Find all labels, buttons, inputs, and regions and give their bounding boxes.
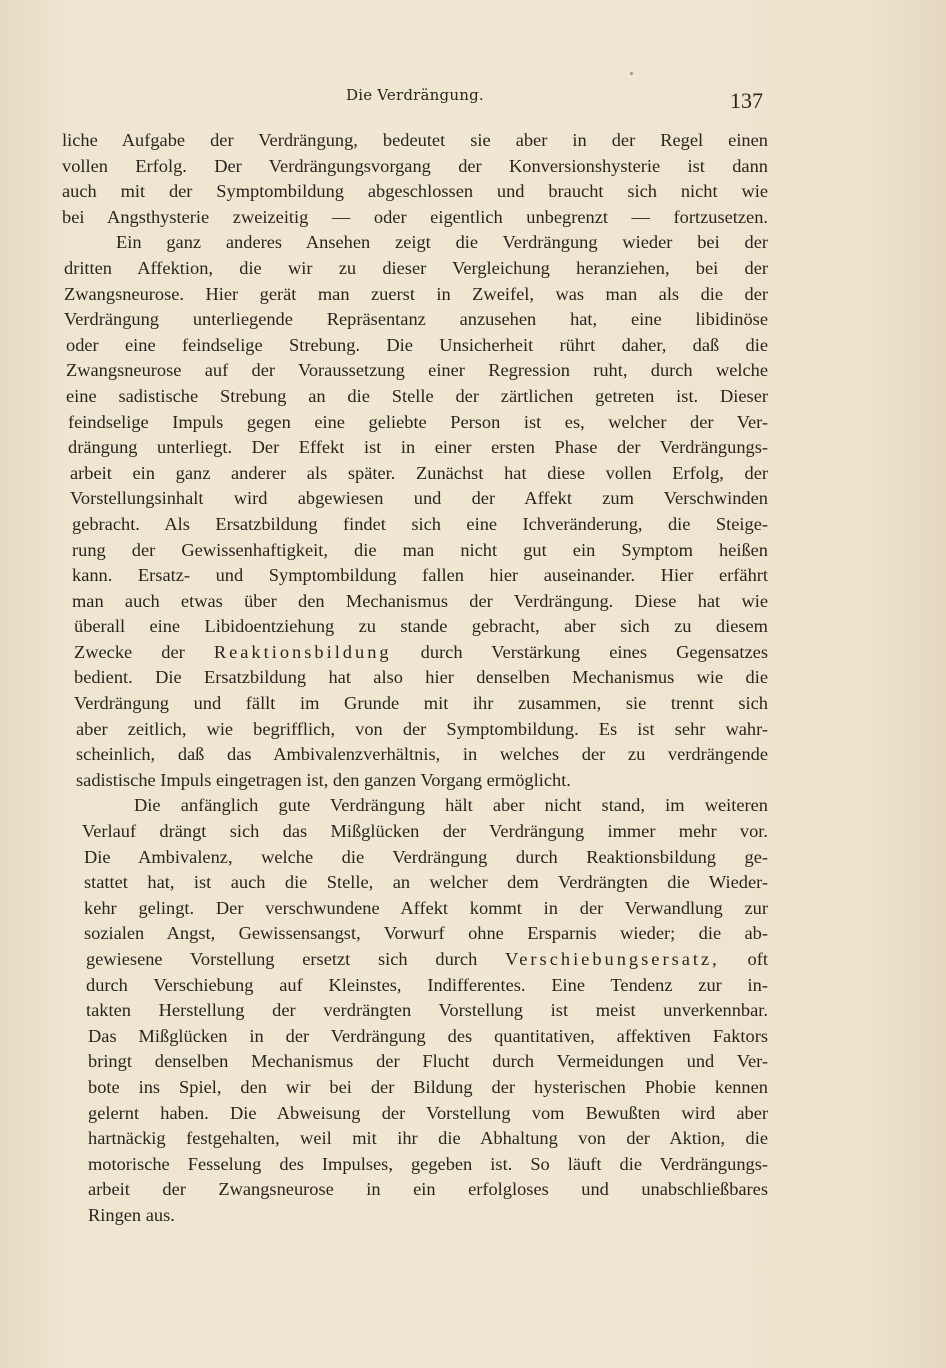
text-line: sozialen Angst, Gewissensangst, Vorwurf ohne Ersparnis wieder; die ab- <box>84 923 768 944</box>
line-segment: Zwecke der <box>74 641 185 662</box>
text-line: rung der Gewissenhaftigkeit, die man nicht gut ein Symptom heißen <box>72 539 768 560</box>
text-line: dritten Affektion, die wir zu dieser Vergleichung heranziehen, bei der <box>64 257 768 278</box>
spaced-emphasis: Reaktionsbildung <box>213 641 392 662</box>
page-speck <box>630 72 633 75</box>
line-segment: gewiesene Vorstellung ersetzt sich durch <box>86 949 478 969</box>
line-segment: oft <box>747 949 768 969</box>
text-line: kann. Ersatz- und Symptombildung fallen hier auseinander. Hier erfährt <box>72 565 768 586</box>
text-line-with-emphasis <box>62 947 768 973</box>
text-line: takten Herstellung der verdrängten Vorstellung ist meist unverkennbar. <box>86 1000 768 1021</box>
text-line: liche Aufgabe der Verdrängung, bedeutet sie aber in der Regel einen <box>62 130 768 150</box>
line-segment: durch Verstärkung eines Gegensatzes <box>420 641 768 662</box>
paragraph-start-line: Ein ganz anderes Ansehen zeigt die Verdrängung wieder bei der <box>116 232 768 253</box>
paragraph-start-line: Die anfänglich gute Verdrängung hält aber nicht stand, im weiteren <box>134 795 768 816</box>
text-line: oder eine feindselige Strebung. Die Unsicherheit rührt daher, daß die <box>66 334 768 355</box>
text-line: Verdrängung unterliegende Repräsentanz anzusehen hat, eine libidinöse <box>64 309 768 330</box>
text-line: Das Mißglücken in der Verdrängung des quantitativen, affektiven Faktors <box>88 1025 768 1046</box>
text-line: arbeit ein ganz anderer als später. Zunächst hat diese vollen Erfolg, der <box>70 462 768 483</box>
paragraph-end-line: sadistische Impuls eingetragen ist, den ganzen Vorgang ermöglicht. <box>76 769 571 790</box>
text-line: Die Ambivalenz, welche die Verdrängung durch Reaktionsbildung ge- <box>84 846 768 867</box>
text-line: überall eine Libidoentziehung zu stande gebracht, aber sich zu diesem <box>74 616 768 637</box>
text-line: kehr gelingt. Der verschwundene Affekt kommt in der Verwandlung zur <box>84 897 768 918</box>
page-header <box>0 84 946 114</box>
text-line: scheinlich, daß das Ambivalenzverhältnis, in welches der zu verdrängende <box>76 744 768 765</box>
text-line: man auch etwas über den Mechanismus der Verdrängung. Diese hat wie <box>72 590 768 611</box>
text-line: Vorstellungsinhalt wird abgewiesen und der Affekt zum Verschwinden <box>70 488 768 509</box>
text-line: bote ins Spiel, den wir bei der Bildung der hysterischen Phobie kennen <box>88 1076 768 1097</box>
text-line: gelernt haben. Die Abweisung der Vorstellung vom Bewußten wird aber <box>88 1102 768 1123</box>
text-line: feindselige Impuls gegen eine geliebte Person ist es, welcher der Ver- <box>68 411 768 432</box>
body-text <box>62 128 768 1229</box>
running-head: Die Verdrängung. <box>346 86 484 104</box>
text-line: bei Angsthysterie zweizeitig — oder eigentlich unbegrenzt — fortzusetzen. <box>62 206 768 227</box>
text-line-with-emphasis <box>62 640 768 666</box>
text-line: aber zeitlich, wie begrifflich, von der Symptombildung. Es ist sehr wahr- <box>76 718 768 739</box>
text-line: vollen Erfolg. Der Verdrängungsvorgang der Konversionshysterie ist dann <box>62 155 768 176</box>
text-line: eine sadistische Strebung an die Stelle der zärtlichen getreten ist. Dieser <box>66 385 768 406</box>
text-line: bedient. Die Ersatzbildung hat also hier denselben Mechanismus wie die <box>74 667 768 688</box>
text-line: motorische Fesselung des Impulses, gegeben ist. So läuft die Verdrängungs- <box>88 1153 768 1174</box>
text-line: arbeit der Zwangsneurose in ein erfolgloses und unabschließbares <box>88 1179 768 1200</box>
text-line: durch Verschiebung auf Kleinstes, Indifferentes. Eine Tendenz zur in- <box>86 974 768 995</box>
paragraph-end-line: Ringen aus. <box>88 1204 175 1225</box>
text-line: stattet hat, ist auch die Stelle, an welcher dem Verdrängten die Wieder- <box>84 872 768 893</box>
text-line: hartnäckig festgehalten, weil mit ihr die Abhaltung von der Aktion, die <box>88 1128 768 1149</box>
spaced-emphasis: Verschiebungsersatz, <box>505 949 720 969</box>
text-line: bringt denselben Mechanismus der Flucht durch Vermeidungen und Ver- <box>88 1051 768 1072</box>
text-line: Verlauf drängt sich das Mißglücken der Verdrängung immer mehr vor. <box>82 821 768 842</box>
text-line: drängung unterliegt. Der Effekt ist in einer ersten Phase der Verdrängungs- <box>68 437 768 458</box>
page-number: 137 <box>730 88 763 113</box>
text-line: Zwangsneurose auf der Voraussetzung einer Regression ruht, durch welche <box>66 360 768 381</box>
text-line: gebracht. Als Ersatzbildung findet sich eine Ichveränderung, die Steige- <box>72 513 768 534</box>
text-line: Verdrängung und fällt im Grunde mit ihr zusammen, sie trennt sich <box>74 693 768 714</box>
text-line: Zwangsneurose. Hier gerät man zuerst in Zweifel, was man als die der <box>64 283 768 304</box>
text-line: auch mit der Symptombildung abgeschlossen und braucht sich nicht wie <box>62 181 768 202</box>
